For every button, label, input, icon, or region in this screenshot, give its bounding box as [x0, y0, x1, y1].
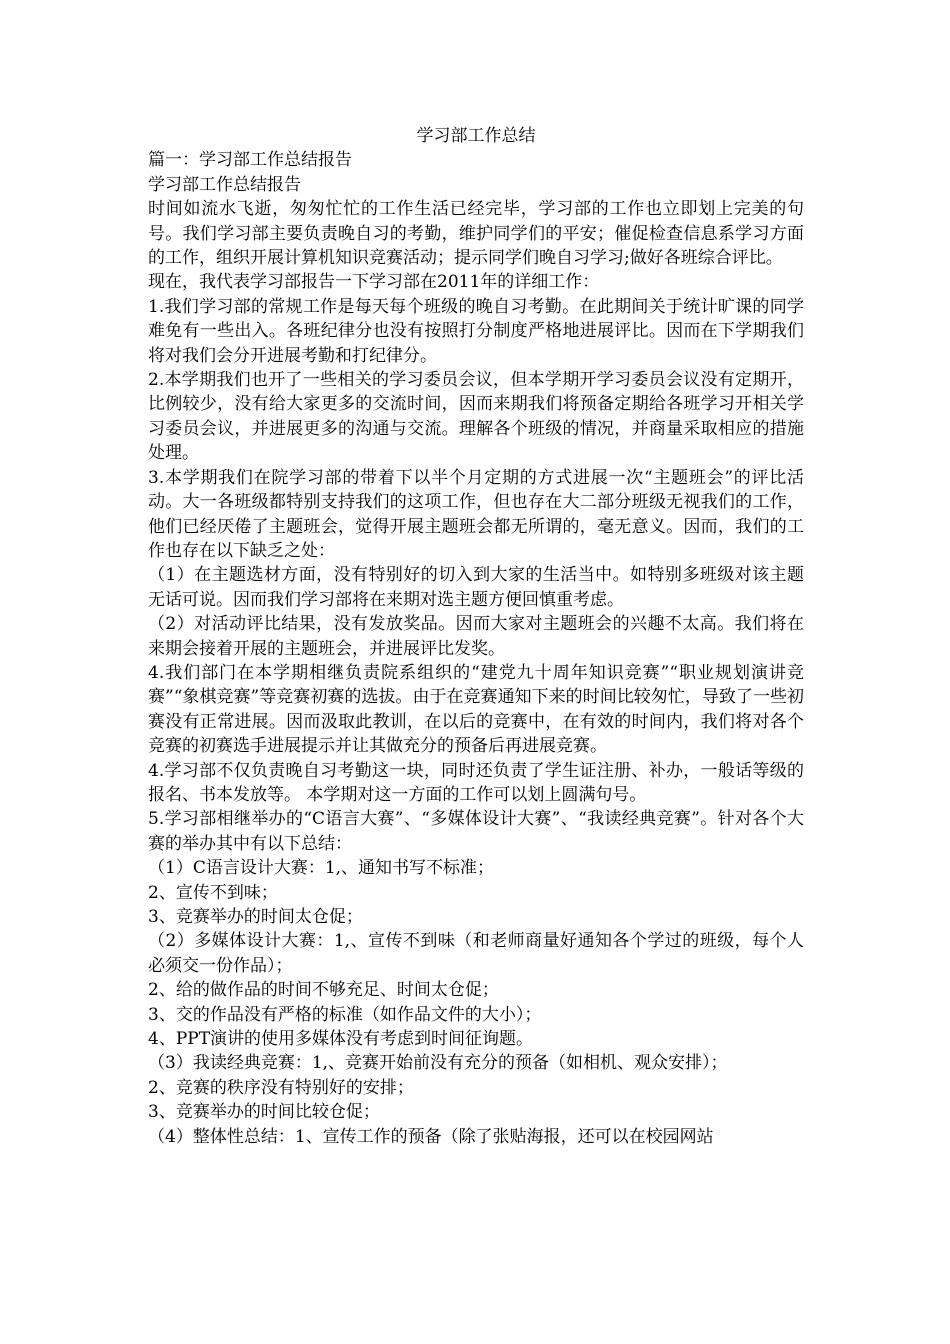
document-body	[148, 124, 804, 1149]
list-item: （4）整体性总结：1、宣传工作的预备（除了张贴海报，还可以在校园网站	[148, 1126, 714, 1147]
list-item: 3、交的作品没有严格的标准（如作品文件的大小）；	[148, 1004, 542, 1025]
paragraph-item-1: 1.我们学习部的常规工作是每天每个班级的晚自习考勤。在此期间关于统计旷课的同学难免有一些出入。各班纪律分也没有按照打分制度严格地进展评比。因而在下学期我们将对我们会分开进展考勤和打纪律分。	[148, 296, 804, 366]
paragraph-item-4b: 4.学习部不仅负责晚自习考勤这一块，同时还负责了学生证注册、补办，一般话等级的报名、书本发放等。 本学期对这一方面的工作可以划上圆满句号。	[148, 760, 804, 805]
list-item: 2、竞赛的秩序没有特别好的安排；	[148, 1077, 414, 1098]
section-heading: 篇一：学习部工作总结报告	[148, 150, 352, 171]
paragraph-overview: 现在，我代表学习部报告一下学习部在2011年的详细工作：	[148, 272, 600, 293]
list-item: （3）我读经典竞赛：1,、竞赛开始前没有充分的预备（如相机、观众安排）；	[148, 1053, 728, 1074]
list-item: 4、PPT演讲的使用多媒体没有考虑到时间征询题。	[148, 1029, 534, 1050]
list-item: 3、竞赛举办的时间太仓促；	[148, 907, 363, 927]
list-item: 2、宣传不到味；	[148, 882, 278, 903]
paragraph-subitem-3-1: （1）在主题选材方面，没有特别好的切入到大家的生活当中。如特别多班级对该主题无话可说。因而我们学习部将在来期对选主题方便回慎重考虑。	[148, 565, 804, 610]
list-item: 2、给的做作品的时间不够充足、时间太仓促；	[148, 980, 499, 1001]
list-item: （2）多媒体设计大赛：1,、宣传不到味（和老师商量好通知各个学过的班级，每个人必须交一份作品）；	[148, 931, 804, 976]
document-title: 学习部工作总结	[416, 126, 536, 146]
paragraph-intro: 时间如流水飞逝，匆匆忙忙的工作生活已经完毕，学习部的工作也立即划上完美的句号。我们学习部主要负责晚自习的考勤，维护同学们的平安；催促检查信息系学习方面的工作，组织开展计算机知识竞赛活动；提示同学们晚自习学习;做好各班综合评比。	[148, 199, 804, 269]
report-heading: 学习部工作总结报告	[148, 174, 301, 195]
list-item: 3、竞赛举办的时间比较仓促；	[148, 1102, 380, 1123]
paragraph-item-5: 5.学习部相继举办的“C语言大赛”、“多媒体设计大赛”、“我读经典竞赛”。针对各个大赛的举办其中有以下总结：	[148, 809, 804, 854]
paragraph-item-4a: 4.我们部门在本学期相继负责院系组织的“建党九十周年知识竞赛”“职业规划演讲竞赛”“象棋竞赛”等竞赛初赛的选拔。由于在竞赛通知下来的时间比较匆忙，导致了一些初赛没有正常进展。因而汲取此教训，在以后的竞赛中，在有效的时间内，我们将对各个竞赛的初赛选手进展提示并让其做充分的预备后再进展竞赛。	[148, 662, 804, 757]
paragraph-item-2: 2.本学期我们也开了一些相关的学习委员会议，但本学期开学习委员会议没有定期开，比例较少，没有给大家更多的交流时间，因而来期我们将预备定期给各班学习开相关学习委员会议，并进展更多的沟通与交流。理解各个班级的情况，并商量采取相应的措施处理。	[148, 370, 804, 464]
paragraph-item-3: 3.本学期我们在院学习部的带着下以半个月定期的方式进展一次“主题班会”的评比活动。大一各班级都特别支持我们的这项工作，但也存在大二部分班级无视我们的工作，他们已经厌倦了主题班会，觉得开展主题班会都无所谓的，毫无意义。因而，我们的工作也存在以下缺乏之处：	[148, 467, 804, 561]
paragraph-subitem-3-2: （2）对活动评比结果，没有发放奖品。因而大家对主题班会的兴趣不太高。我们将在来期会接着开展的主题班会，并进展评比发奖。	[148, 614, 804, 659]
list-item: （1）C语言设计大赛：1,、通知书写不标准；	[148, 858, 495, 879]
